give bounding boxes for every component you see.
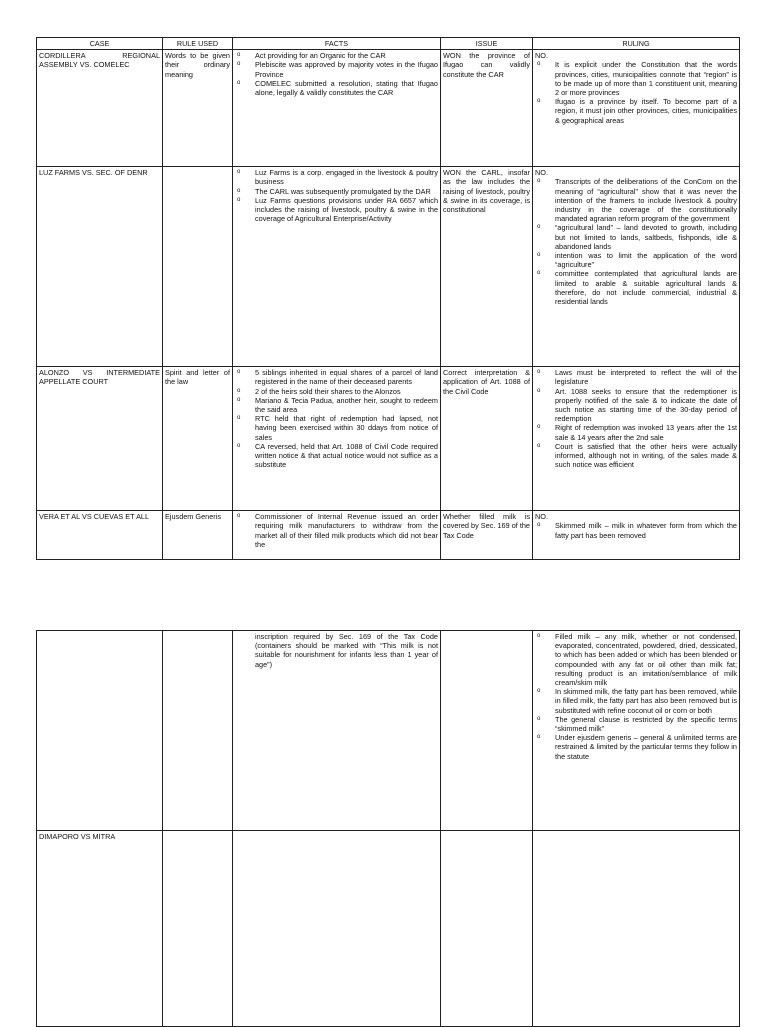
list-item	[535, 97, 737, 125]
list-item-text: “agricultural land” – land devoted to growth, including but not limited to lands, saltbeds, fishponds, idle & abandoned lands	[555, 223, 737, 251]
header-rule-used: RULE USED	[163, 38, 233, 50]
list-item	[535, 368, 737, 386]
rule-used: Words to be given their ordinary meaning	[163, 50, 233, 167]
list-item-text: Luz Farms questions provisions under RA 6657 which includes the raising of livestock, poultry & swine in the coverage of Agricultural Enterprise/Activity	[255, 195, 438, 224]
list-item	[535, 177, 737, 223]
table-row	[37, 511, 740, 560]
bullet-icon: o	[537, 224, 541, 231]
list-item-text: 2 of the heirs sold their shares to the Alonzos	[255, 386, 401, 396]
list-item	[535, 733, 737, 761]
case-cell	[37, 631, 163, 831]
ruling-list	[535, 521, 737, 539]
facts-cell	[233, 631, 441, 831]
bullet-icon: o	[237, 196, 241, 203]
facts-continuation-text: inscription required by Sec. 169 of the Tax Code (containers should be marked with “This milk is not suitable for nourishment for infants less than 1 year of age”)	[255, 632, 438, 669]
case-name: CORDILLERA REGIONAL ASSEMBLY VS. COMELEC	[37, 50, 163, 167]
header-ruling: RULING	[533, 38, 740, 50]
rule-cell	[163, 831, 233, 1027]
ruling-cell	[533, 631, 740, 831]
list-item	[535, 387, 737, 424]
list-item	[535, 223, 737, 251]
ruling-cell	[533, 511, 740, 560]
bullet-icon: o	[237, 79, 241, 86]
bullet-icon: o	[237, 396, 241, 403]
bullet-icon: o	[237, 169, 241, 176]
case-digest-table	[36, 37, 740, 560]
list-item-text: In skimmed milk, the fatty part has been removed, while in filled milk, the fatty part has also been removed but is substituted with refine coconut oil or corn or both	[555, 687, 737, 715]
list-item	[535, 269, 737, 306]
table-row	[37, 50, 740, 167]
rule-cell	[163, 631, 233, 831]
list-item	[235, 387, 438, 396]
rule-used: Spirit and letter of the law	[163, 367, 233, 511]
bullet-icon: o	[237, 187, 241, 194]
list-item-text: 5 siblings inherited in equal shares of a parcel of land registered in the name of their deceased parents	[255, 368, 438, 387]
ruling-verdict: NO.	[535, 512, 548, 522]
issue-text: Whether filled milk is covered by Sec. 169 of the Tax Code	[441, 511, 533, 560]
list-item	[535, 521, 737, 539]
list-item	[235, 512, 438, 549]
table-row	[37, 831, 740, 1027]
ruling-verdict: NO.	[535, 51, 548, 61]
table-row	[37, 167, 740, 367]
issue-cell	[441, 831, 533, 1027]
list-item-text: committee contemplated that agricultural lands are limited to arable & suitable agricultural lands & therefore, do not include commercial, industrial & residential lands	[555, 269, 737, 307]
issue-text: Correct interpretation & application of Art. 1088 of the Civil Code	[441, 367, 533, 511]
case-name: VERA ET AL VS CUEVAS ET ALL	[37, 511, 163, 560]
list-item	[235, 196, 438, 224]
ruling-list	[535, 60, 737, 124]
bullet-icon: o	[237, 387, 241, 394]
facts-list	[235, 168, 438, 223]
list-item-text: Commissioner of Internal Revenue issued an order requiring milk manufacturers to withdraw from the market all of their filled milk products which did not bear the	[255, 512, 438, 549]
list-item	[235, 368, 438, 386]
list-item	[235, 396, 438, 414]
list-item-text: Right of redemption was invoked 13 years after the 1st sale & 14 years after the 2nd sale	[555, 423, 737, 442]
list-item-text: intention was to limit the application of the word “agriculture”	[555, 251, 737, 270]
list-item-text: Mariano & Tecia Padua, another heir, sought to redeem the said area	[255, 395, 438, 415]
list-item-text: It is explicit under the Constitution that the words provinces, cities, municipalities connote that “region” is to be made up of more than 1 constituent unit, meaning 2 or more provinces	[555, 60, 737, 98]
bullet-icon: o	[537, 387, 541, 394]
table-row	[37, 367, 740, 511]
issue-text: WON the CARL, insofar as the law includes the raising of livestock, poultry & swine in its coverage, is constitutional	[441, 167, 533, 367]
bullet-icon: o	[537, 633, 541, 639]
list-item	[235, 60, 438, 78]
bullet-icon: o	[237, 442, 241, 449]
header-facts: FACTS	[233, 38, 441, 50]
ruling-list	[535, 177, 737, 306]
bullet-icon: o	[537, 522, 541, 529]
rule-used	[163, 167, 233, 367]
list-item	[535, 715, 737, 733]
list-item-text: Art. 1088 seeks to ensure that the redemptioner is properly notified of the sale & to indicate the date of such notice as starting time of the 30-day period of redemption	[555, 386, 737, 424]
list-item	[235, 51, 438, 60]
bullet-icon: o	[537, 688, 541, 695]
facts-cell	[233, 167, 441, 367]
facts-list	[235, 51, 438, 97]
bullet-icon: o	[537, 98, 541, 105]
bullet-icon: o	[537, 369, 541, 376]
list-item	[235, 442, 438, 470]
header-case: CASE	[37, 38, 163, 50]
list-item	[535, 60, 737, 97]
bullet-icon: o	[537, 715, 541, 722]
list-item-text: Plebiscite was approved by majority votes in the Ifugao Province	[255, 60, 438, 79]
list-item-text: Under ejusdem generis – general & unlimited terms are restrained & limited by the particular terms they follow in the statute	[555, 733, 737, 761]
issue-text: WON the province of Ifugao can validly constitute the CAR	[441, 50, 533, 167]
list-item-text: Luz Farms is a corp. engaged in the livestock & poultry business	[255, 168, 438, 187]
facts-cell	[233, 831, 441, 1027]
ruling-verdict: NO.	[535, 168, 548, 178]
table-row	[37, 631, 740, 831]
list-item	[535, 442, 737, 470]
bullet-icon: o	[237, 52, 241, 59]
list-item-text: Filled milk – any milk, whether or not condensed, evaporated, concentrated, powdered, dried, dessicated, to which has been added or which has been blended or compounded with any fat or oil other than milk fat; resulting product is an imitation/semblance of milk cream/skim milk	[555, 632, 737, 688]
list-item	[235, 168, 438, 186]
list-item-text: CA reversed, held that Art. 1088 of Civil Code required written notice & that actual notice would not suffice as a substitute	[255, 441, 438, 470]
rule-used: Ejusdem Generis	[163, 511, 233, 560]
list-item	[235, 414, 438, 442]
ruling-list	[535, 368, 737, 469]
bullet-icon: o	[537, 61, 541, 68]
ruling-list	[535, 632, 737, 761]
case-name: LUZ FARMS VS. SEC. OF DENR	[37, 167, 163, 367]
list-item	[535, 632, 737, 687]
list-item-text: The CARL was subsequently promulgated by the DAR	[255, 186, 431, 196]
list-item-text: Skimmed milk – milk in whatever form from which the fatty part has been removed	[555, 521, 737, 540]
table-header-row	[37, 38, 740, 50]
bullet-icon: o	[537, 424, 541, 431]
issue-cell	[441, 631, 533, 831]
list-item-text: The general clause is restricted by the specific terms “skimmed milk”	[555, 714, 737, 734]
facts-cell	[233, 50, 441, 167]
list-item	[235, 187, 438, 196]
bullet-icon: o	[537, 734, 541, 741]
list-item	[535, 687, 737, 715]
list-item-text: Court is satisfied that the other heirs were actually informed, although not in writing, of the sales made & such notice was efficient	[555, 441, 737, 470]
header-issue: ISSUE	[441, 38, 533, 50]
list-item	[535, 423, 737, 441]
list-item	[535, 251, 737, 269]
ruling-cell	[533, 367, 740, 511]
case-name: ALONZO VS INTERMEDIATE APPELLATE COURT	[37, 367, 163, 511]
list-item-text: RTC held that right of redemption had lapsed, not having been exercised within 30 ddays from notice of sales	[255, 414, 438, 442]
case-digest-table-continued	[36, 630, 740, 1027]
list-item-text: Ifugao is a province by itself. To become part of a region, it must join other provinces, cities, municipalities & geographical areas	[555, 97, 737, 125]
bullet-icon: o	[537, 270, 541, 277]
bullet-icon: o	[237, 61, 241, 68]
facts-list	[235, 512, 438, 549]
bullet-icon: o	[537, 178, 541, 185]
bullet-icon: o	[237, 513, 241, 520]
bullet-icon: o	[237, 369, 241, 376]
list-item	[235, 79, 438, 97]
facts-cell	[233, 511, 441, 560]
ruling-cell	[533, 167, 740, 367]
bullet-icon: o	[237, 415, 241, 422]
ruling-cell	[533, 50, 740, 167]
ruling-cell	[533, 831, 740, 1027]
list-item-text: Act providing for an Organic for the CAR	[255, 51, 386, 61]
facts-list	[235, 368, 438, 469]
list-item-text: COMELEC submitted a resolution, stating that Ifugao alone, legally & validly constitutes the CAR	[255, 78, 438, 98]
bullet-icon: o	[537, 252, 541, 259]
list-item-text: Transcripts of the deliberations of the ConCom on the meaning of “agricultural” show that it was never the intention of the framers to include livestock & poultry industry in the coverage of the constitutionally mandated agrarian reform program of the government	[555, 177, 737, 224]
bullet-icon: o	[537, 442, 541, 449]
facts-cell	[233, 367, 441, 511]
list-item-text: Laws must be interpreted to reflect the will of the legislature	[555, 368, 737, 387]
case-name: DIMAPORO VS MITRA	[37, 831, 163, 1027]
